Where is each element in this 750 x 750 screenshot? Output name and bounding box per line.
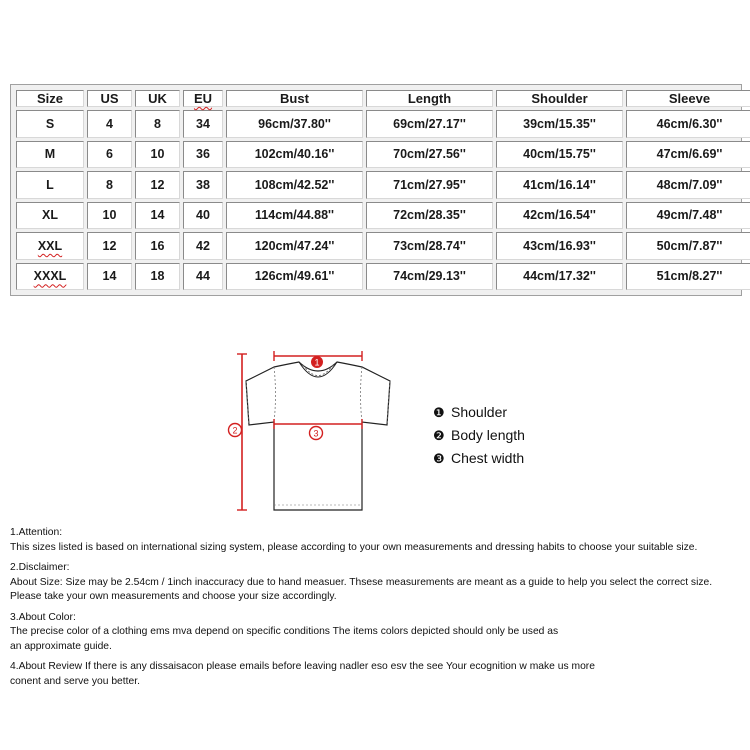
table-cell: 46cm/6.30'' bbox=[626, 110, 750, 138]
column-header-us: US bbox=[87, 90, 132, 107]
legend-marker: ❷ bbox=[433, 428, 445, 443]
table-cell: 40 bbox=[183, 202, 223, 230]
table-row bbox=[16, 263, 750, 291]
legend-item-shoulder bbox=[433, 401, 525, 424]
size-label: L bbox=[46, 177, 54, 192]
note-heading: 3.About Color: bbox=[10, 611, 76, 623]
table-row bbox=[16, 232, 750, 260]
table-cell: 10 bbox=[135, 141, 180, 169]
table-cell: 36 bbox=[183, 141, 223, 169]
table-cell: 38 bbox=[183, 171, 223, 199]
column-header-sleeve: Sleeve bbox=[626, 90, 750, 107]
table-cell: 47cm/6.69'' bbox=[626, 141, 750, 169]
note-text: 4.About Review If there is any dissaisacon please emails before leaving nadler eso esv the see Your ecognition w make us more bbox=[10, 661, 595, 672]
note-block bbox=[10, 561, 748, 605]
notes-section bbox=[10, 526, 748, 695]
column-header-uk: UK bbox=[135, 90, 180, 107]
legend-label: Shoulder bbox=[451, 404, 508, 420]
table-cell: 72cm/28.35'' bbox=[366, 202, 493, 230]
note-text: conent and serve you better. bbox=[10, 675, 140, 687]
table-cell: 96cm/37.80'' bbox=[226, 110, 363, 138]
table-cell bbox=[16, 110, 84, 138]
table-cell: 18 bbox=[135, 263, 180, 291]
table-cell bbox=[16, 202, 84, 230]
table-cell: 126cm/49.61'' bbox=[226, 263, 363, 291]
column-header-size: Size bbox=[16, 90, 84, 107]
size-label: XXXL bbox=[33, 269, 67, 284]
table-cell: 39cm/15.35'' bbox=[496, 110, 623, 138]
legend-marker: ❶ bbox=[433, 405, 445, 420]
marker-1: 1 bbox=[314, 357, 320, 368]
table-cell: 74cm/29.13'' bbox=[366, 263, 493, 291]
table-cell: 42 bbox=[183, 232, 223, 260]
table-cell: 108cm/42.52'' bbox=[226, 171, 363, 199]
table-cell bbox=[16, 141, 84, 169]
table-header-row bbox=[16, 90, 750, 107]
table-cell bbox=[16, 171, 84, 199]
tshirt-measurement-diagram bbox=[225, 340, 405, 520]
table-cell: 44 bbox=[183, 263, 223, 291]
column-header-shoulder: Shoulder bbox=[496, 90, 623, 107]
legend-label: Body length bbox=[451, 427, 525, 443]
table-row bbox=[16, 171, 750, 199]
note-block bbox=[10, 526, 748, 555]
note-heading: 1.Attention: bbox=[10, 527, 63, 538]
table-cell: 8 bbox=[87, 171, 132, 199]
marker-3: 3 bbox=[313, 428, 319, 439]
legend-marker: ❸ bbox=[433, 451, 445, 466]
size-label: S bbox=[45, 116, 55, 131]
table-cell: 49cm/7.48'' bbox=[626, 202, 750, 230]
size-label: M bbox=[44, 147, 56, 162]
legend-item-chest-width bbox=[433, 447, 525, 470]
table-cell: 70cm/27.56'' bbox=[366, 141, 493, 169]
table-cell: 48cm/7.09'' bbox=[626, 171, 750, 199]
note-heading: 2.Disclaimer: bbox=[10, 562, 70, 573]
table-cell: 34 bbox=[183, 110, 223, 138]
column-header-length: Length bbox=[366, 90, 493, 107]
table-cell: 71cm/27.95'' bbox=[366, 171, 493, 199]
table-cell bbox=[16, 232, 84, 260]
table-cell: 6 bbox=[87, 141, 132, 169]
table-cell: 102cm/40.16'' bbox=[226, 141, 363, 169]
table-cell: 14 bbox=[87, 263, 132, 291]
column-header-eu: EU bbox=[183, 90, 223, 107]
column-header-bust: Bust bbox=[226, 90, 363, 107]
size-label: XL bbox=[42, 208, 58, 223]
table-cell: 50cm/7.87'' bbox=[626, 232, 750, 260]
note-text: The precise color of a clothing ems mva depend on specific conditions The items colors depicted should only be used as bbox=[10, 626, 559, 637]
table-row bbox=[16, 110, 750, 138]
note-text: This sizes listed is based on international sizing system, please according to your own measurements and dressing habits to choose your suitable size. bbox=[10, 541, 698, 553]
table-cell: 43cm/16.93'' bbox=[496, 232, 623, 260]
table-cell: 41cm/16.14'' bbox=[496, 171, 623, 199]
table-cell bbox=[16, 263, 84, 291]
table-cell: 51cm/8.27'' bbox=[626, 263, 750, 291]
table-cell: 120cm/47.24'' bbox=[226, 232, 363, 260]
table-cell: 4 bbox=[87, 110, 132, 138]
table-cell: 44cm/17.32'' bbox=[496, 263, 623, 291]
measurement-legend bbox=[433, 401, 525, 470]
table-row bbox=[16, 141, 750, 169]
note-text: About Size: Size may be 2.54cm / 1inch inaccuracy due to hand measuer. Thsese measurements are meant as a guide to help you select the correct size. bbox=[10, 576, 713, 588]
table-cell: 14 bbox=[135, 202, 180, 230]
body-length-measure bbox=[229, 354, 248, 510]
table-cell: 114cm/44.88'' bbox=[226, 202, 363, 230]
table-cell: 10 bbox=[87, 202, 132, 230]
note-block bbox=[10, 660, 748, 689]
note-text: Please take your own measurements and choose your size accordingly. bbox=[10, 591, 337, 602]
table-cell: 12 bbox=[135, 171, 180, 199]
table-cell: 42cm/16.54'' bbox=[496, 202, 623, 230]
size-table bbox=[13, 87, 750, 293]
marker-2: 2 bbox=[232, 425, 238, 436]
note-block bbox=[10, 611, 748, 655]
note-text: an approximate guide. bbox=[10, 640, 112, 652]
legend-label: Chest width bbox=[451, 450, 525, 466]
legend-item-body-length bbox=[433, 424, 525, 447]
table-row bbox=[16, 202, 750, 230]
table-cell: 73cm/28.74'' bbox=[366, 232, 493, 260]
size-chart bbox=[10, 84, 742, 296]
table-cell: 69cm/27.17'' bbox=[366, 110, 493, 138]
table-cell: 40cm/15.75'' bbox=[496, 141, 623, 169]
table-cell: 8 bbox=[135, 110, 180, 138]
tshirt-illustration bbox=[225, 340, 405, 520]
size-label: XXL bbox=[37, 238, 63, 253]
table-cell: 16 bbox=[135, 232, 180, 260]
table-cell: 12 bbox=[87, 232, 132, 260]
